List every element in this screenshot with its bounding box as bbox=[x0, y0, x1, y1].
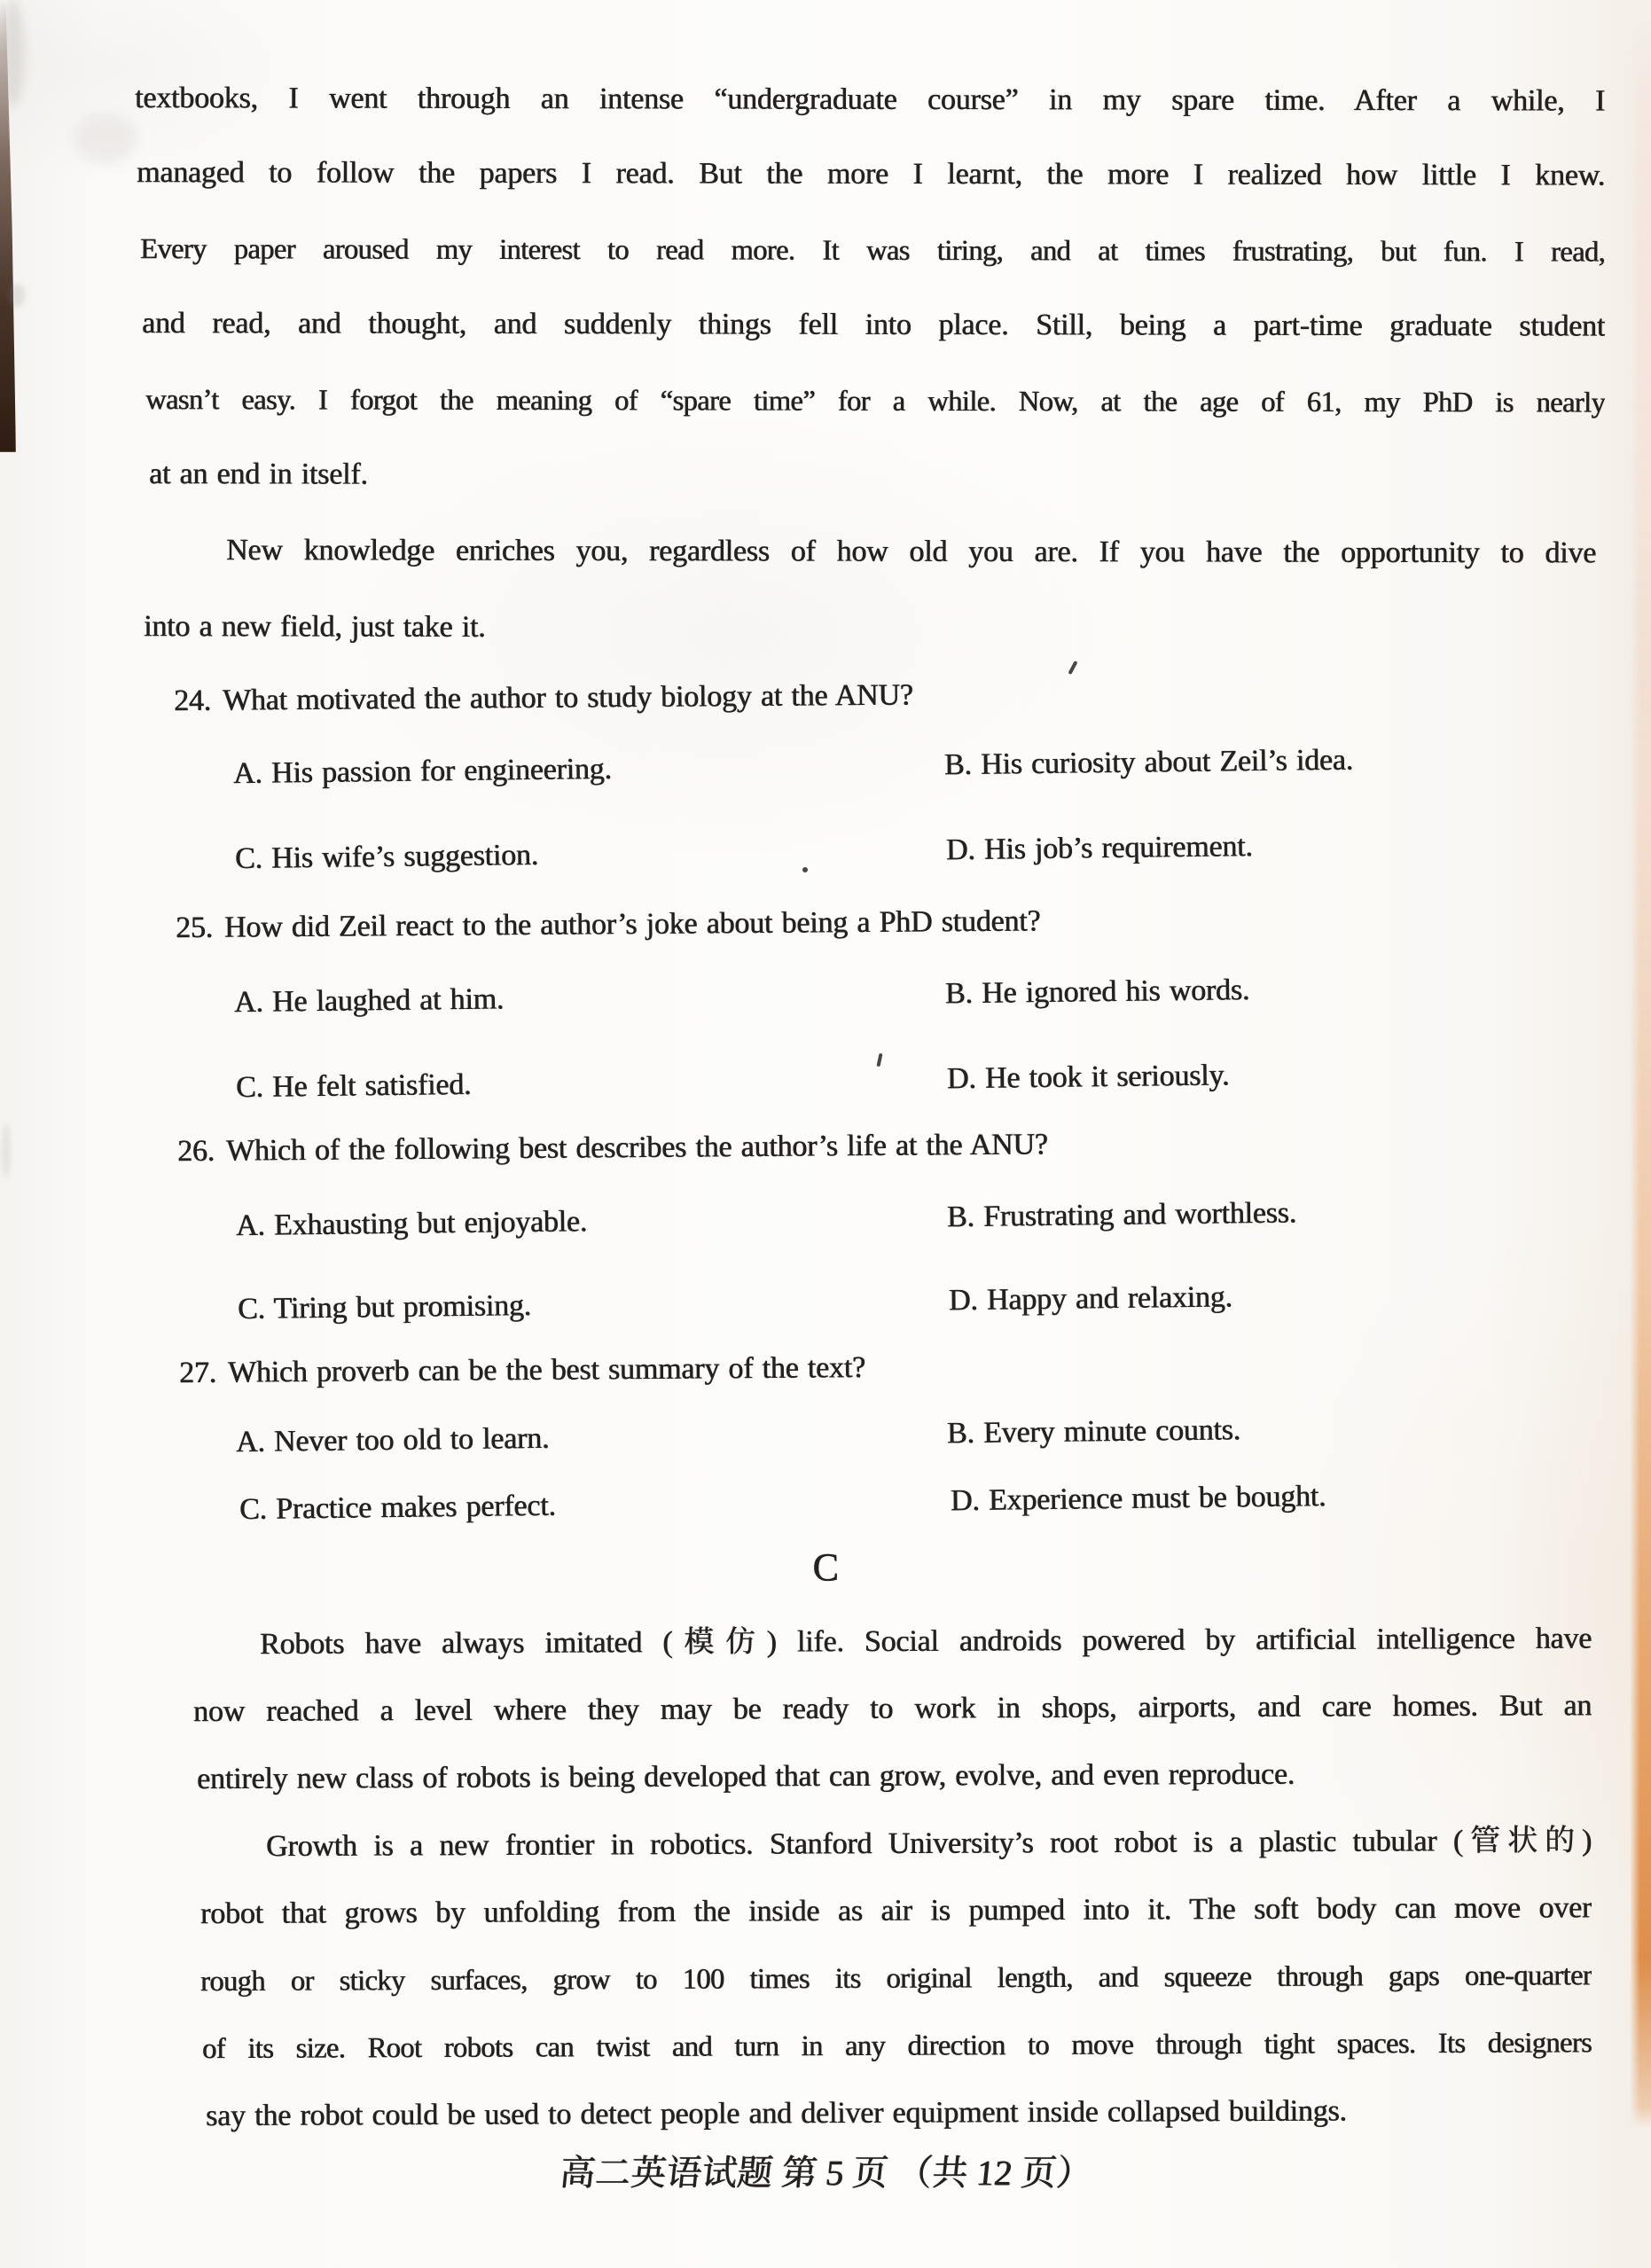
question-25-text: How did Zeil react to the author’s joke about being a PhD student? bbox=[223, 904, 1041, 944]
question-27 bbox=[179, 1346, 865, 1399]
option-26-a: A. Exhausting but enjoyable. bbox=[235, 1205, 588, 1242]
page-footer: 高二英语试题 第 5 页 （共 12 页） bbox=[557, 2153, 1094, 2193]
scan-speck bbox=[74, 113, 137, 163]
question-25-options-row-1 bbox=[234, 964, 1618, 1028]
question-25 bbox=[176, 899, 1041, 954]
option-24-c: C. His wife’s suggestion. bbox=[234, 838, 539, 875]
question-27-text: Which proverb can be the best summary of the text? bbox=[227, 1350, 865, 1389]
question-24-options-row-1 bbox=[233, 735, 1617, 800]
option-26-b: B. Frustrating and worthless. bbox=[946, 1196, 1297, 1234]
question-26-options-row-2 bbox=[238, 1271, 1622, 1335]
scan-edge-bottom-left bbox=[0, 0, 16, 452]
question-25-number: 25. bbox=[175, 911, 214, 944]
option-25-a: A. He laughed at him. bbox=[233, 982, 505, 1019]
option-26-d: D. Happy and relaxing. bbox=[948, 1280, 1232, 1318]
question-26-number: 26. bbox=[176, 1134, 215, 1168]
section-c-heading: C bbox=[812, 1545, 839, 1589]
question-26-text: Which of the following best describes the author’s life at the ANU? bbox=[225, 1128, 1048, 1168]
option-25-c: C. He felt satisfied. bbox=[235, 1068, 472, 1104]
option-24-d: D. His job’s requirement. bbox=[945, 829, 1253, 867]
passage-line: Every paper aroused my interest to read more. It was tiring, and at times frustrating, but fun. I read, bbox=[139, 233, 1606, 269]
scan-edge-right bbox=[1630, 25, 1651, 2128]
passage-line: rough or sticky surfaces, grow to 100 times its original length, and squeeze through gaps one-quarter bbox=[200, 1959, 1592, 1998]
option-27-d: D. Experience must be bought. bbox=[950, 1480, 1326, 1518]
option-26-c: C. Tiring but promising. bbox=[237, 1288, 532, 1326]
option-25-d: D. He took it seriously. bbox=[946, 1059, 1230, 1096]
passage-line: now reached a level where they may be ready to work in shops, airports, and care homes. But an bbox=[192, 1689, 1592, 1728]
question-24-options-row-2 bbox=[235, 820, 1619, 885]
passage-line: at an end in itself. bbox=[148, 458, 368, 491]
passage-line: Robots have always imitated (模仿) life. Social androids powered by artificial intelligence have bbox=[259, 1622, 1592, 1661]
passage-line: of its size. Root robots can twist and turn in any direction to move through tight spaces. Its designers bbox=[201, 2027, 1592, 2065]
question-24-number: 24. bbox=[173, 684, 212, 717]
option-25-b: B. He ignored his words. bbox=[944, 974, 1250, 1011]
passage-line: entirely new class of robots is being developed that can grow, evolve, and even reproduce. bbox=[196, 1757, 1295, 1795]
passage-line: Growth is a new frontier in robotics. Stanford University’s root robot is a plastic tubular (管状的) bbox=[265, 1824, 1592, 1863]
question-26 bbox=[177, 1122, 1048, 1177]
option-24-a: A. His passion for engineering. bbox=[232, 752, 612, 790]
passage-line: wasn’t easy. I forgot the meaning of “spare time” for a while. Now, at the age of 61, my PhD is nearly bbox=[145, 384, 1606, 419]
passage-line: managed to follow the papers I read. But the more I learnt, the more I realized how little I knew. bbox=[136, 156, 1606, 192]
question-27-options-row-2 bbox=[239, 1471, 1624, 1536]
passage-line: New knowledge enriches you, regardless of how old you are. If you have the opportunity to dive bbox=[225, 534, 1597, 570]
passage-line: and read, and thought, and suddenly things fell into place. Still, being a part-time graduate student bbox=[141, 307, 1606, 343]
passage-line: into a new field, just take it. bbox=[143, 610, 486, 644]
option-27-a: A. Never too old to learn. bbox=[235, 1421, 550, 1459]
option-27-c: C. Practice makes perfect. bbox=[239, 1489, 556, 1526]
question-25-options-row-2 bbox=[236, 1049, 1620, 1114]
scan-speck bbox=[2, 1124, 11, 1177]
question-24-text: What motivated the author to study biology at the ANU? bbox=[222, 678, 913, 717]
option-27-b: B. Every minute counts. bbox=[946, 1413, 1241, 1451]
question-27-number: 27. bbox=[178, 1356, 217, 1389]
passage-line: robot that grows by unfolding from the inside as air is pumped into it. The soft body can move over bbox=[200, 1891, 1592, 1930]
question-24 bbox=[174, 673, 913, 727]
passage-line: say the robot could be used to detect people and deliver equipment inside collapsed buildings. bbox=[205, 2094, 1347, 2132]
passage-line: textbooks, I went through an intense “undergraduate course” in my spare time. After a while, I bbox=[134, 82, 1606, 118]
scan-stray-grave bbox=[1068, 661, 1077, 675]
option-24-b: B. His curiosity about Zeil’s idea. bbox=[943, 743, 1354, 782]
question-27-options-row-1 bbox=[236, 1404, 1620, 1468]
question-26-options-row-1 bbox=[236, 1187, 1620, 1252]
